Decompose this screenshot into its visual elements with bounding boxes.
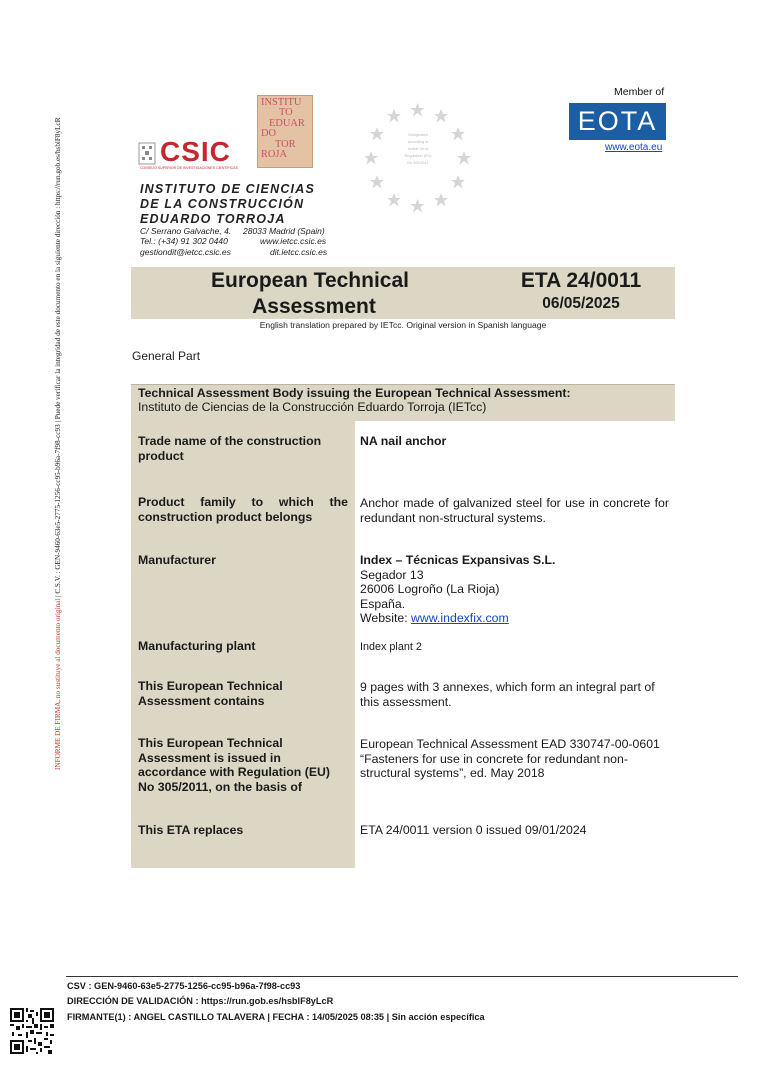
footer-validation: DIRECCIÓN DE VALIDACIÓN : https://run.gob.es/hsblF8yLcR bbox=[67, 996, 334, 1006]
tab-value: Instituto de Ciencias de la Construcción Eduardo Torroja (IETcc) bbox=[138, 400, 487, 414]
trade-name-value: NA nail anchor bbox=[360, 434, 447, 448]
csic-emblem-icon bbox=[138, 141, 156, 166]
manufacturer-city: 26006 Logroño (La Rioja) bbox=[360, 582, 500, 596]
address-phone: Tel.: (+34) 91 302 0440 bbox=[140, 236, 228, 246]
basis-value: European Technical Assessment EAD 330747-00-0601 “Fasteners for use in concrete for redundant non-structural systems”, ed. May 2018 bbox=[360, 737, 660, 780]
side-note-red: INFORME DE FIRMA, no sustituye al documento original bbox=[54, 598, 62, 770]
website-label: Website: bbox=[360, 611, 412, 625]
ietcc-logo: INSTITU TO EDUAR DO TOR ROJA bbox=[257, 95, 313, 168]
replaces-label: This ETA replaces bbox=[138, 823, 244, 837]
replaces-value: ETA 24/0011 version 0 issued 09/01/2024 bbox=[360, 823, 587, 837]
manufacturer-block bbox=[360, 553, 669, 626]
footer-divider bbox=[66, 976, 738, 977]
product-family-label: Product family to which the construction product belongs bbox=[138, 495, 348, 524]
product-family-value: Anchor made of galvanized steel for use in concrete for redundant non-structural systems. bbox=[360, 496, 669, 525]
csic-logo-tagline: CONSEJO SUPERIOR DE INVESTIGACIONES CIENTÍFICAS bbox=[140, 166, 238, 170]
member-of-label: Member of bbox=[614, 86, 665, 98]
manufacturer-website-row bbox=[360, 611, 669, 626]
address-email-2: dit.ietcc.csic.es bbox=[270, 247, 328, 257]
institute-name: INSTITUTO DE CIENCIAS DE LA CONSTRUCCIÓN EDUARDO TORROJA bbox=[140, 182, 315, 226]
translation-note: English translation prepared by IETcc. Original version in Spanish language bbox=[259, 320, 547, 330]
eota-logo: EOTA bbox=[569, 103, 666, 140]
eta-date: 06/05/2025 bbox=[542, 295, 620, 312]
contains-value: 9 pages with 3 annexes, which form an integral part of this assessment. bbox=[360, 680, 655, 709]
address-street: C/ Serrano Galvache, 4. bbox=[140, 226, 232, 236]
verification-side-note bbox=[54, 118, 62, 771]
basis-label: This European Technical Assessment is issued in accordance with Regulation (EU) No 305/2011, on the basis of bbox=[138, 736, 330, 794]
contains-label: This European Technical Assessment contains bbox=[138, 679, 283, 708]
qr-code-icon bbox=[10, 1008, 54, 1054]
address-web: www.ietcc.csic.es bbox=[260, 236, 327, 246]
plant-value: Index plant 2 bbox=[360, 641, 422, 653]
designation-text: Designated according to Article 29 of Regulation (EU) No 305/2011 bbox=[404, 133, 432, 165]
eta-number: ETA 24/0011 bbox=[520, 269, 642, 292]
section-heading: General Part bbox=[132, 349, 201, 363]
tab-title: Technical Assessment Body issuing the European Technical Assessment: bbox=[138, 386, 571, 400]
footer-csv: CSV : GEN-9460-63e5-2775-1256-cc95-b96a-7f98-cc93 bbox=[67, 981, 301, 991]
manufacturer-country: España. bbox=[360, 596, 406, 611]
document-title: European Technical Assessment bbox=[211, 269, 409, 318]
address-email: gestiondit@ietcc.csic.es bbox=[140, 247, 231, 257]
eota-link[interactable]: www.eota.eu bbox=[605, 142, 663, 153]
manufacturer-label: Manufacturer bbox=[138, 553, 216, 567]
footer-signer: FIRMANTE(1) : ANGEL CASTILLO TALAVERA | FECHA : 14/05/2025 08:35 | Sin acción específica bbox=[67, 1012, 485, 1022]
manufacturer-name: Index – Técnicas Expansivas S.L. bbox=[360, 553, 556, 567]
manufacturer-street: Segador 13 bbox=[360, 567, 424, 582]
csic-logo-word: CSIC bbox=[160, 136, 231, 167]
address-city: 28033 Madrid (Spain) bbox=[243, 226, 325, 236]
manufacturer-website-link[interactable]: www.indexfix.com bbox=[411, 611, 509, 625]
trade-name-label: Trade name of the construction product bbox=[138, 434, 322, 463]
side-note-csv: | C.S.V. : GEN-9460-63e5-2775-1256-cc95-b96a-7f98-cc93 | Puede verificar la integridad de este documento en la siguiente dirección : https://run.gob.es/hsblF8yLcR bbox=[54, 117, 62, 597]
plant-label: Manufacturing plant bbox=[138, 639, 256, 653]
